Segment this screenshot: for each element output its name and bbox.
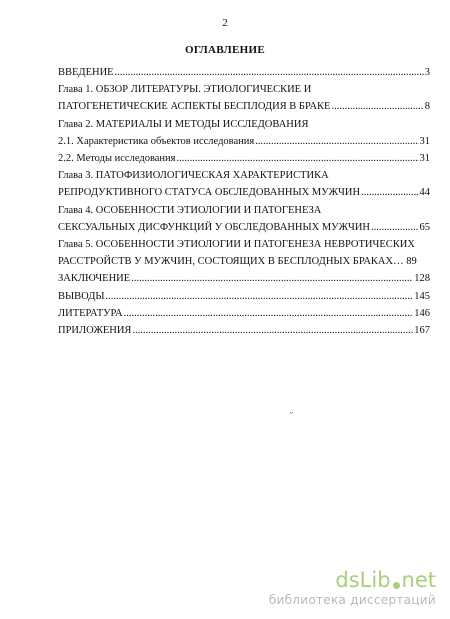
toc-entry-ch4-line2 [58, 219, 430, 236]
watermark-dot-icon [393, 582, 400, 589]
toc-entry-ch1-line1: Глава 1. ОБЗОР ЛИТЕРАТУРЫ. ЭТИОЛОГИЧЕСКИЕ И [58, 84, 312, 96]
dot-leader [124, 305, 414, 322]
watermark-brand-right: net [401, 568, 436, 592]
toc-entry-appendix [58, 322, 430, 339]
dot-leader [255, 133, 418, 150]
toc-page-number: 44 [419, 187, 430, 199]
toc-entry-text: 2.2. Методы исследования [58, 153, 176, 165]
dot-leader [115, 64, 424, 81]
toc-page-number: 3 [424, 67, 430, 78]
dot-leader [361, 184, 418, 201]
toc-entry-ch3-line1: Глава 3. ПАТОФИЗИОЛОГИЧЕСКАЯ ХАРАКТЕРИСТИКА [58, 170, 329, 182]
toc-entry-text: ПАТОГЕНЕТИЧЕСКИЕ АСПЕКТЫ БЕСПЛОДИЯ В БРАКЕ [58, 101, 331, 113]
toc-page-number: 128 [414, 273, 430, 285]
toc-title: ОГЛАВЛЕНИЕ [185, 44, 265, 56]
watermark-logo [269, 568, 436, 592]
toc-entry-text: ЛИТЕРАТУРА [58, 307, 123, 319]
toc-entry-ch4-line1: Глава 4. ОСОБЕННОСТИ ЭТИОЛОГИИ И ПАТОГЕНЕЗА [58, 204, 322, 216]
watermark-brand-left: dsLib [335, 568, 391, 592]
page-number: 2 [222, 17, 228, 29]
toc-entry-ch5-line1: Глава 5. ОСОБЕННОСТИ ЭТИОЛОГИИ И ПАТОГЕНЕЗА НЕВРОТИЧЕСКИХ [58, 239, 415, 251]
dot-leader [106, 288, 414, 305]
toc-entry-text: ВЫВОДЫ [58, 290, 105, 302]
toc-entry-ch5-line2: РАССТРОЙСТВ У МУЖЧИН, СОСТОЯЩИХ В БЕСПЛОДНЫХ БРАКАХ… 89 [58, 256, 417, 268]
toc-entry-literature [58, 305, 430, 322]
dot-leader [131, 270, 413, 287]
toc-page-number: 31 [419, 153, 430, 165]
toc-entry-ch3-line2 [58, 184, 430, 201]
toc-entry-text: ВВЕДЕНИЕ [58, 67, 114, 78]
toc-entry-ch1-line2 [58, 98, 430, 115]
toc-entry-ch2: Глава 2. МАТЕРИАЛЫ И МЕТОДЫ ИССЛЕДОВАНИЯ [58, 118, 309, 130]
toc-entry-conclusion [58, 270, 430, 287]
dot-leader [331, 98, 423, 115]
toc-entry-text: ЗАКЛЮЧЕНИЕ [58, 273, 131, 285]
toc-page-number: 146 [414, 307, 430, 319]
toc-entry-findings [58, 288, 430, 305]
scan-mark: ᵕ [290, 408, 293, 419]
watermark-subtitle: библиотека диссертаций [268, 593, 436, 607]
dot-leader [132, 322, 413, 339]
watermark [269, 568, 436, 607]
toc-entry-intro [58, 64, 430, 81]
toc-entry-text: СЕКСУАЛЬНЫХ ДИСФУНКЦИЙ У ОБСЛЕДОВАННЫХ МУЖЧИН [58, 221, 371, 233]
toc-page-number: 31 [419, 135, 430, 147]
toc-entry-s2-2 [58, 150, 430, 167]
table-of-contents [58, 64, 430, 339]
toc-page-number: 8 [424, 101, 430, 113]
toc-page-number: 65 [419, 221, 430, 233]
dot-leader [177, 150, 419, 167]
toc-page-number: 145 [414, 290, 430, 302]
toc-entry-text: 2.1. Характеристика объектов исследования [58, 135, 255, 147]
dot-leader [371, 219, 418, 236]
toc-entry-text: ПРИЛОЖЕНИЯ [58, 325, 132, 337]
toc-entry-text: РЕПРОДУКТИВНОГО СТАТУСА ОБСЛЕДОВАННЫХ МУЖЧИН [58, 187, 361, 199]
toc-entry-s2-1 [58, 133, 430, 150]
toc-page-number: 167 [414, 325, 430, 337]
